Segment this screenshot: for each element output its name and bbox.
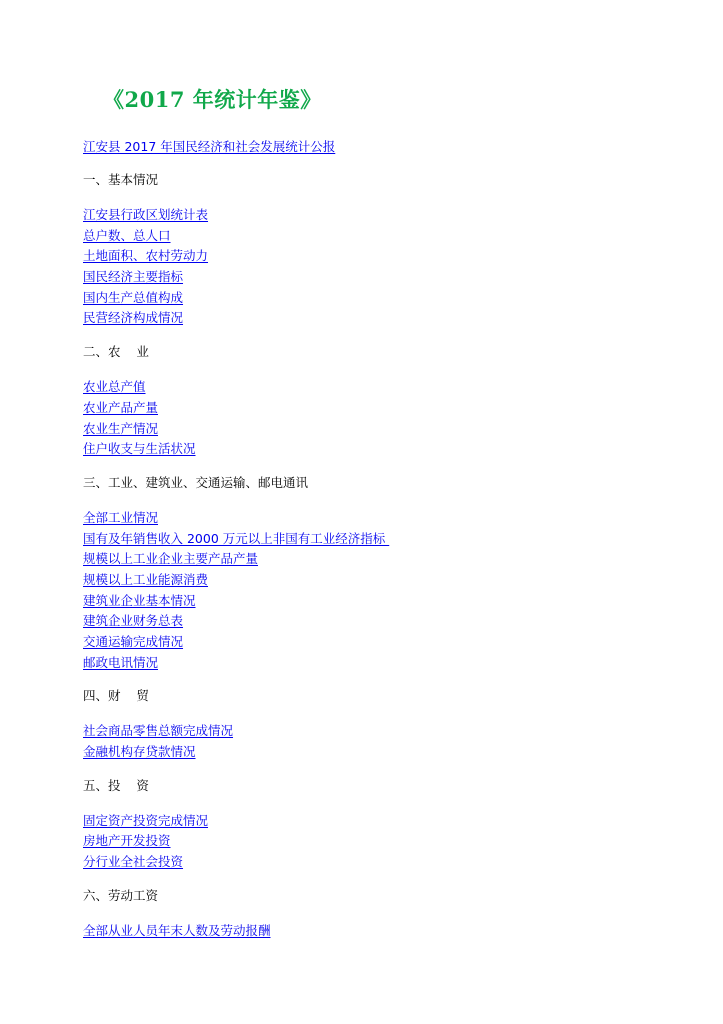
section-link-list <box>83 810 683 872</box>
section-heading: 四、财 贸 <box>83 688 149 704</box>
list-item <box>83 507 683 528</box>
list-item <box>83 810 683 831</box>
table-link[interactable]: 民营经济构成情况 <box>83 310 184 326</box>
table-link[interactable]: 固定资产投资完成情况 <box>83 812 209 828</box>
section-link-list <box>83 507 683 673</box>
table-link[interactable]: 全部从业人员年末人数及劳动报酬 <box>83 922 271 938</box>
section-heading: 三、工业、建筑业、交通运输、邮电通讯 <box>83 474 309 490</box>
section-heading: 六、劳动工资 <box>83 887 159 903</box>
list-item <box>83 548 683 569</box>
toc-section <box>83 686 683 761</box>
section-link-list <box>83 920 683 941</box>
list-item <box>83 920 683 941</box>
table-of-contents <box>83 170 683 941</box>
table-link[interactable]: 江安县行政区划统计表 <box>83 207 209 222</box>
table-link[interactable]: 房地产开发投资 <box>83 833 171 849</box>
list-item <box>83 652 683 673</box>
table-link[interactable]: 社会商品零售总额完成情况 <box>83 723 234 739</box>
section-heading: 一、基本情况 <box>83 172 159 187</box>
table-link[interactable]: 农业总产值 <box>83 379 146 395</box>
table-link[interactable]: 农业产品产量 <box>83 399 159 415</box>
list-item <box>83 225 683 246</box>
list-item <box>83 376 683 397</box>
table-link[interactable]: 邮政电讯情况 <box>83 654 159 670</box>
table-link[interactable]: 土地面积、农村劳动力 <box>83 248 209 264</box>
page-title: 《2017 年统计年鉴》 <box>103 87 322 112</box>
table-link[interactable]: 规模以上工业能源消费 <box>83 571 209 587</box>
list-item <box>83 204 683 225</box>
toc-section <box>83 342 683 459</box>
section-heading: 二、农 业 <box>83 344 149 360</box>
table-link[interactable]: 金融机构存贷款情况 <box>83 744 196 760</box>
list-item <box>83 851 683 872</box>
list-item <box>83 720 683 741</box>
table-link[interactable]: 国民经济主要指标 <box>83 269 184 285</box>
list-item <box>83 287 683 308</box>
toc-section <box>83 473 683 673</box>
list-item <box>83 438 683 459</box>
list-item <box>83 245 683 266</box>
section-link-list <box>83 720 683 761</box>
table-link[interactable]: 总户数、总人口 <box>83 227 171 243</box>
list-item <box>83 741 683 762</box>
table-link[interactable]: 规模以上工业企业主要产品产量 <box>83 551 259 567</box>
list-item <box>83 418 683 439</box>
table-link[interactable]: 全部工业情况 <box>83 509 159 525</box>
section-link-list <box>83 376 683 459</box>
statistical-bulletin-link[interactable]: 江安县 2017 年国民经济和社会发展统计公报 <box>83 139 336 154</box>
table-link[interactable]: 分行业全社会投资 <box>83 854 184 870</box>
list-item <box>83 397 683 418</box>
table-link[interactable]: 建筑业企业基本情况 <box>83 592 196 608</box>
toc-section <box>83 776 683 872</box>
list-item <box>83 569 683 590</box>
table-link[interactable]: 农业生产情况 <box>83 420 159 436</box>
list-item <box>83 610 683 631</box>
toc-section <box>83 886 683 941</box>
toc-section <box>83 170 683 328</box>
table-link[interactable]: 交通运输完成情况 <box>83 634 184 649</box>
section-link-list <box>83 204 683 328</box>
list-item <box>83 528 683 549</box>
section-heading: 五、投 资 <box>83 777 149 793</box>
list-item <box>83 266 683 287</box>
list-item <box>83 307 683 328</box>
table-link[interactable]: 住户收支与生活状况 <box>83 441 196 457</box>
table-link[interactable]: 国内生产总值构成 <box>83 289 184 305</box>
list-item <box>83 830 683 851</box>
list-item <box>83 590 683 611</box>
table-link[interactable]: 国有及年销售收入 2000 万元以上非国有工业经济指标 <box>83 530 390 546</box>
list-item <box>83 631 683 652</box>
table-link[interactable]: 建筑企业财务总表 <box>83 613 184 629</box>
